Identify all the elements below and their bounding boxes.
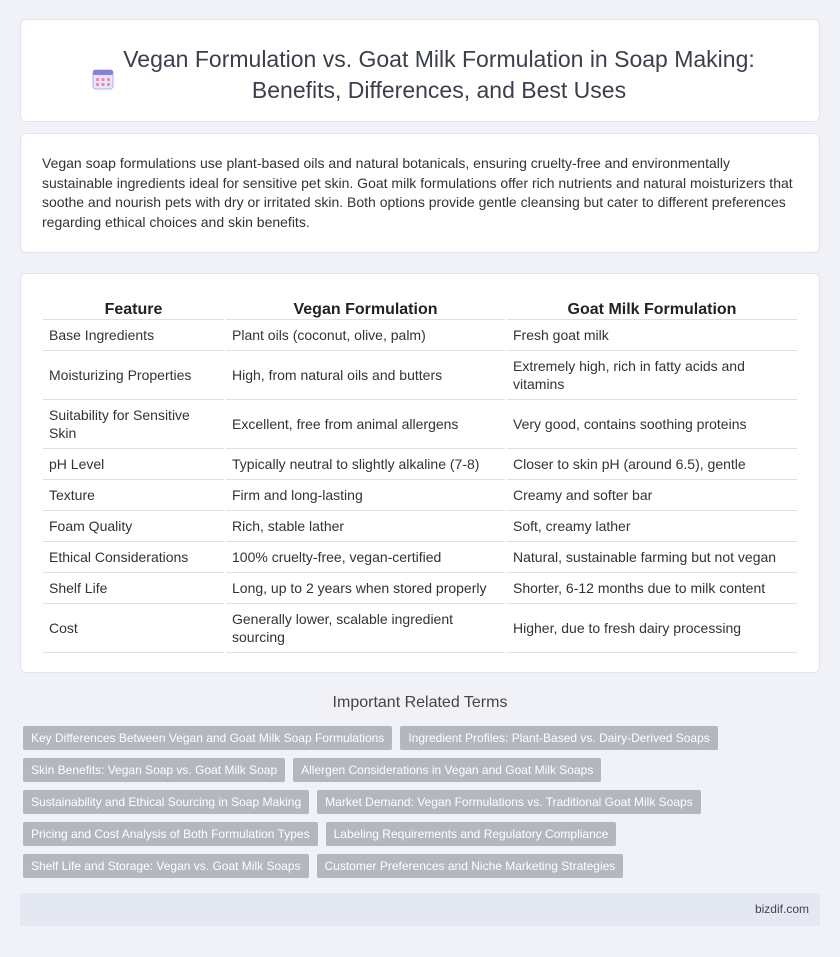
- table-header-row: [43, 296, 797, 320]
- table-row: [43, 573, 797, 604]
- vegan-cell: Excellent, free from animal allergens: [226, 400, 505, 449]
- related-terms-list: [23, 726, 813, 886]
- feature-cell: Suitability for Sensitive Skin: [43, 400, 224, 449]
- table-row: [43, 351, 797, 400]
- goat-milk-cell: Soft, creamy lather: [507, 511, 797, 542]
- table-row: [43, 511, 797, 542]
- vegan-cell: Rich, stable lather: [226, 511, 505, 542]
- comparison-table: [41, 296, 799, 653]
- feature-cell: Base Ingredients: [43, 320, 224, 351]
- goat-milk-cell: Extremely high, rich in fatty acids and vitamins: [507, 351, 797, 400]
- goat-milk-cell: Creamy and softer bar: [507, 480, 797, 511]
- table-row: [43, 480, 797, 511]
- table-row: [43, 604, 797, 653]
- table-row: [43, 320, 797, 351]
- vegan-cell: Firm and long-lasting: [226, 480, 505, 511]
- vegan-cell: Generally lower, scalable ingredient sourcing: [226, 604, 505, 653]
- related-term-tag[interactable]: Allergen Considerations in Vegan and Goat Milk Soaps: [293, 758, 601, 782]
- related-term-tag[interactable]: Labeling Requirements and Regulatory Compliance: [326, 822, 617, 846]
- intro-text: Vegan soap formulations use plant-based oils and natural botanicals, ensuring cruelty-free and environmentally sustainable ingredients ideal for sensitive pet skin. Goat milk formulations offer rich nutrients and natural moisturizers that soothe and nourish pets with dry or irritated skin. Both options provide gentle cleansing but cater to different preferences regarding ethical choices and skin benefits.: [42, 155, 793, 230]
- column-header-feature: Feature: [43, 296, 224, 320]
- related-term-tag[interactable]: Pricing and Cost Analysis of Both Formulation Types: [23, 822, 318, 846]
- feature-cell: Ethical Considerations: [43, 542, 224, 573]
- footer-bar: [20, 893, 820, 926]
- related-term-tag[interactable]: Skin Benefits: Vegan Soap vs. Goat Milk Soap: [23, 758, 285, 782]
- feature-cell: Texture: [43, 480, 224, 511]
- related-term-tag[interactable]: Market Demand: Vegan Formulations vs. Traditional Goat Milk Soaps: [317, 790, 701, 814]
- goat-milk-cell: Closer to skin pH (around 6.5), gentle: [507, 449, 797, 480]
- vegan-cell: 100% cruelty-free, vegan-certified: [226, 542, 505, 573]
- feature-cell: Moisturizing Properties: [43, 351, 224, 400]
- page-title: Vegan Formulation vs. Goat Milk Formulation in Soap Making: Benefits, Differences, and Best Uses: [123, 46, 755, 103]
- vegan-cell: High, from natural oils and butters: [226, 351, 505, 400]
- column-header-vegan: Vegan Formulation: [226, 296, 505, 320]
- table-row: [43, 400, 797, 449]
- vegan-cell: Long, up to 2 years when stored properly: [226, 573, 505, 604]
- header-card: [20, 19, 820, 122]
- related-term-tag[interactable]: Key Differences Between Vegan and Goat Milk Soap Formulations: [23, 726, 392, 750]
- column-header-goat-milk: Goat Milk Formulation: [507, 296, 797, 320]
- goat-milk-cell: Very good, contains soothing proteins: [507, 400, 797, 449]
- feature-cell: Cost: [43, 604, 224, 653]
- goat-milk-cell: Shorter, 6-12 months due to milk content: [507, 573, 797, 604]
- table-row: [43, 449, 797, 480]
- footer-brand[interactable]: bizdif.com: [754, 902, 809, 916]
- feature-cell: pH Level: [43, 449, 224, 480]
- goat-milk-cell: Fresh goat milk: [507, 320, 797, 351]
- related-term-tag[interactable]: Sustainability and Ethical Sourcing in Soap Making: [23, 790, 309, 814]
- comparison-card: [20, 273, 820, 673]
- feature-cell: Foam Quality: [43, 511, 224, 542]
- related-term-tag[interactable]: Ingredient Profiles: Plant-Based vs. Dairy-Derived Soaps: [400, 726, 717, 750]
- vegan-cell: Plant oils (coconut, olive, palm): [226, 320, 505, 351]
- vegan-cell: Typically neutral to slightly alkaline (7-8): [226, 449, 505, 480]
- intro-card: [20, 133, 820, 253]
- table-row: [43, 542, 797, 573]
- related-term-tag[interactable]: Shelf Life and Storage: Vegan vs. Goat Milk Soaps: [23, 854, 309, 878]
- goat-milk-cell: Higher, due to fresh dairy processing: [507, 604, 797, 653]
- related-term-tag[interactable]: Customer Preferences and Niche Marketing Strategies: [317, 854, 624, 878]
- goat-milk-cell: Natural, sustainable farming but not vegan: [507, 542, 797, 573]
- related-terms-heading: Important Related Terms: [332, 694, 508, 711]
- feature-cell: Shelf Life: [43, 573, 224, 604]
